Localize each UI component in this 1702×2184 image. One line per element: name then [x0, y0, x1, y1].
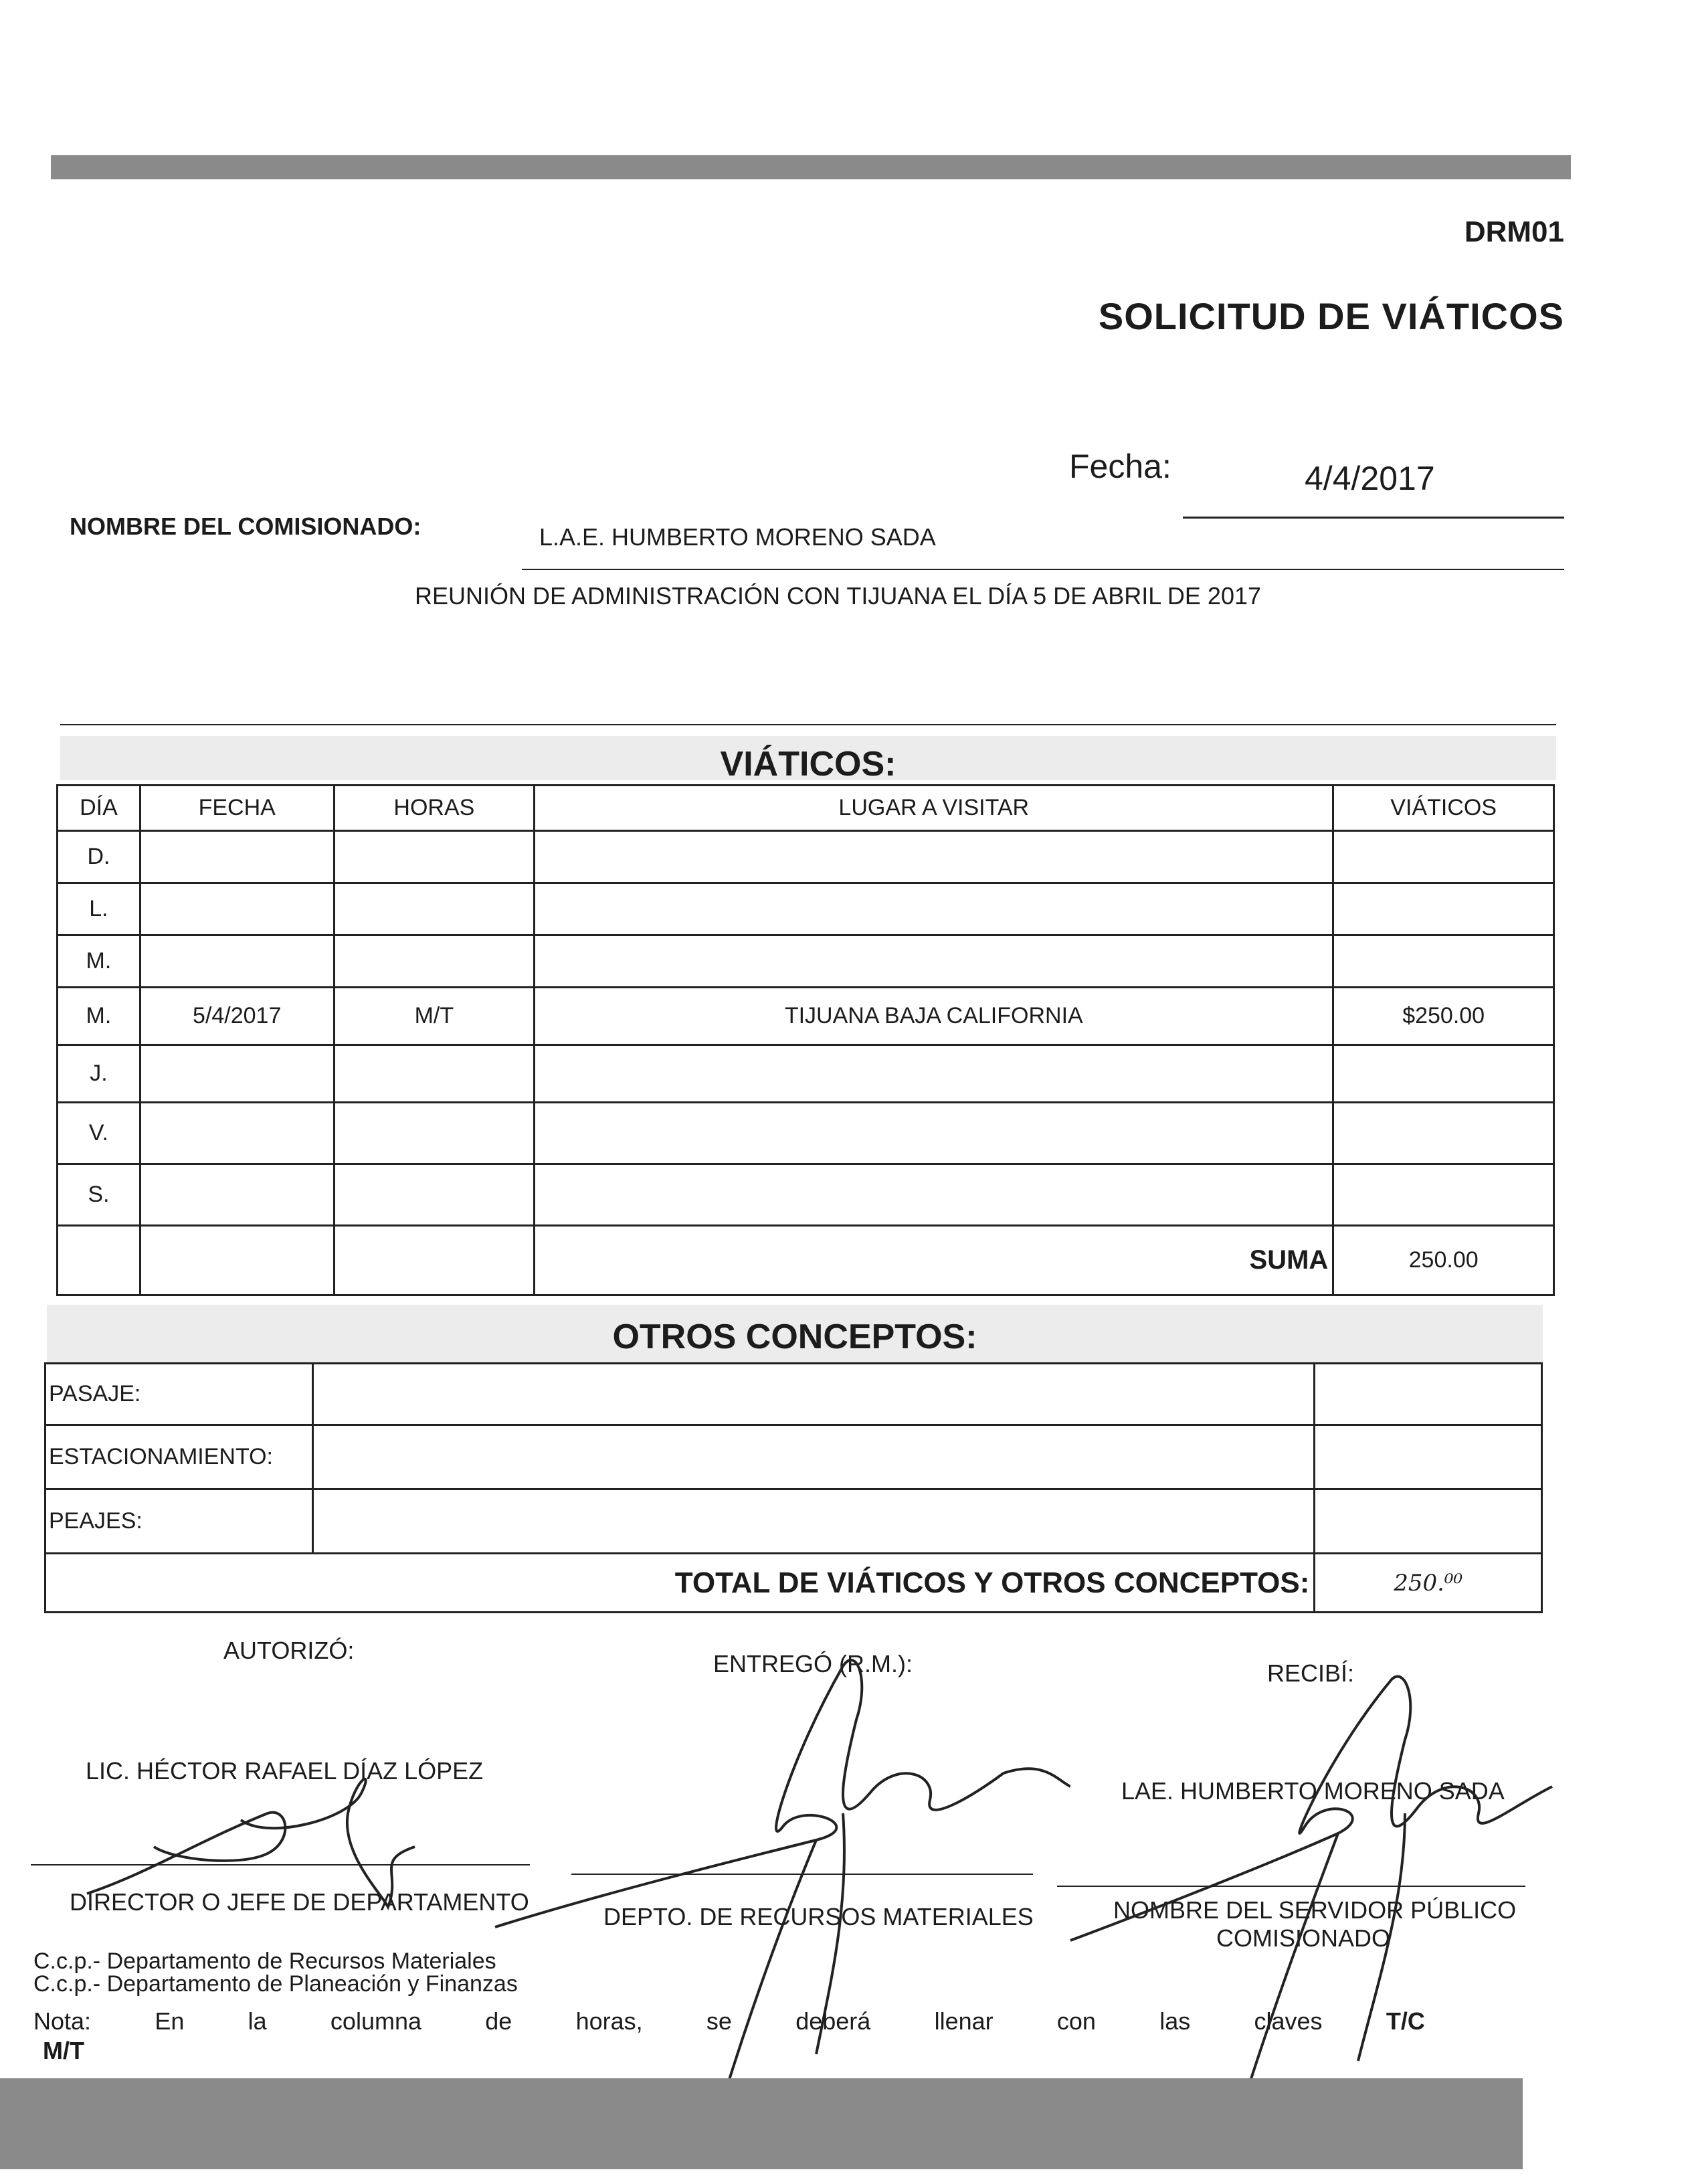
autorizo-label: AUTORIZÓ:: [223, 1637, 355, 1664]
lugar-cell: [535, 1164, 1333, 1226]
recibi-label: RECIBÍ:: [1267, 1659, 1355, 1687]
nota-line: [33, 2007, 1425, 2035]
dia-cell: M.: [58, 935, 140, 988]
nota-word: las: [1159, 2007, 1191, 2035]
suma-value: 250.00: [1333, 1226, 1554, 1295]
nota-word: claves: [1254, 2007, 1323, 2035]
fecha-underline: [1183, 517, 1564, 519]
viaticos-header-row: [58, 786, 1554, 831]
pasaje-value: [1315, 1364, 1542, 1425]
table-row: [45, 1489, 1542, 1554]
nota-word: T/C: [1386, 2007, 1425, 2035]
dia-cell: V.: [58, 1103, 140, 1164]
form-title: SOLICITUD DE VIÁTICOS: [1098, 295, 1564, 337]
entrego-label: ENTREGÓ (R.M.):: [713, 1650, 913, 1677]
fecha-cell: [140, 1045, 334, 1103]
estacionamiento-label: ESTACIONAMIENTO:: [45, 1425, 313, 1489]
recibi-cargo-1: NOMBRE DEL SERVIDOR PÚBLICO: [1113, 1896, 1517, 1924]
lugar-cell: [535, 831, 1333, 883]
pasaje-label: PASAJE:: [45, 1364, 313, 1425]
motivo-text: REUNIÓN DE ADMINISTRACIÓN CON TIJUANA EL DÍA 5 DE ABRIL DE 2017: [415, 582, 1262, 610]
fecha-cell: [140, 935, 334, 988]
top-bar: [51, 155, 1571, 179]
suma-row: [58, 1226, 1554, 1295]
horas-cell: M/T: [334, 988, 535, 1045]
nota-word: con: [1056, 2007, 1096, 2035]
entrego-cargo: DEPTO. DE RECURSOS MATERIALES: [603, 1903, 1034, 1930]
horas-cell: [334, 935, 535, 988]
ccp-line-1: C.c.p.- Departamento de Recursos Materiales: [33, 1948, 496, 1974]
total-label: TOTAL DE VIÁTICOS Y OTROS CONCEPTOS:: [45, 1554, 1315, 1613]
table-row: [58, 883, 1554, 935]
horas-cell: [334, 831, 535, 883]
table-row: [45, 1364, 1542, 1425]
table-row: [45, 1425, 1542, 1489]
nombre-underline: [522, 569, 1564, 570]
nota-word: se: [706, 2007, 732, 2035]
nota-word: de: [485, 2007, 512, 2035]
estacionamiento-desc: [312, 1425, 1314, 1489]
fecha-cell: [140, 1164, 334, 1226]
signature-entrego: [468, 1639, 1070, 2108]
col-horas: HORAS: [334, 786, 535, 831]
col-viaticos: VIÁTICOS: [1333, 786, 1554, 831]
table-row: [58, 831, 1554, 883]
horas-cell: [334, 1045, 535, 1103]
horas-cell: [334, 1103, 535, 1164]
dia-cell: L.: [58, 883, 140, 935]
fecha-cell: 5/4/2017: [140, 988, 334, 1045]
peajes-value: [1315, 1489, 1542, 1554]
total-value: 250.⁰⁰: [1315, 1554, 1542, 1613]
autorizo-cargo: DIRECTOR O JEFE DE DEPARTAMENTO: [70, 1888, 529, 1916]
estacionamiento-value: [1315, 1425, 1542, 1489]
peajes-desc: [312, 1489, 1314, 1554]
fecha-label: Fecha:: [1069, 448, 1171, 485]
suma-label: SUMA: [535, 1226, 1333, 1295]
suma-empty-cell: [140, 1226, 334, 1295]
monto-cell: [1333, 883, 1554, 935]
fecha-cell: [140, 831, 334, 883]
lugar-cell: [535, 1045, 1333, 1103]
fecha-cell: [140, 883, 334, 935]
bottom-bar: [0, 2078, 1523, 2169]
table-row: [58, 1164, 1554, 1226]
nota-second-line: M/T: [43, 2037, 84, 2064]
suma-empty-cell: [334, 1226, 535, 1295]
lugar-cell: [535, 1103, 1333, 1164]
suma-empty-cell: [58, 1226, 140, 1295]
nota-word: la: [248, 2007, 267, 2035]
autorizo-nombre: LIC. HÉCTOR RAFAEL DÍAZ LÓPEZ: [86, 1757, 484, 1785]
dia-cell: S.: [58, 1164, 140, 1226]
viaticos-heading: VIÁTICOS:: [720, 745, 896, 784]
monto-cell: $250.00: [1333, 988, 1554, 1045]
signature-recibi: [1044, 1659, 1579, 2128]
otros-table: [44, 1362, 1543, 1613]
col-lugar: LUGAR A VISITAR: [535, 786, 1333, 831]
nombre-label: NOMBRE DEL COMISIONADO:: [70, 513, 421, 540]
fecha-value: 4/4/2017: [1305, 460, 1435, 497]
dia-cell: J.: [58, 1045, 140, 1103]
table-row: [58, 1045, 1554, 1103]
dia-cell: D.: [58, 831, 140, 883]
recibi-nombre: LAE. HUMBERTO MORENO SADA: [1121, 1777, 1505, 1805]
peajes-label: PEAJES:: [45, 1489, 313, 1554]
col-dia: DÍA: [58, 786, 140, 831]
table-row: [58, 935, 1554, 988]
lugar-cell: [535, 883, 1333, 935]
table-row: [58, 988, 1554, 1045]
monto-cell: [1333, 1045, 1554, 1103]
nota-word: Nota:: [33, 2007, 92, 2035]
otros-heading: OTROS CONCEPTOS:: [612, 1317, 977, 1356]
nota-word: En: [155, 2007, 185, 2035]
horas-cell: [334, 883, 535, 935]
monto-cell: [1333, 1103, 1554, 1164]
monto-cell: [1333, 935, 1554, 988]
table-row: [58, 1103, 1554, 1164]
form-code: DRM01: [1464, 215, 1564, 248]
viaticos-table: [56, 784, 1555, 1296]
total-row: [45, 1554, 1542, 1613]
lugar-cell: [535, 935, 1333, 988]
ccp-line-2: C.c.p.- Departamento de Planeación y Finanzas: [33, 1971, 518, 1997]
col-fecha: FECHA: [140, 786, 334, 831]
nota-word: columna: [330, 2007, 421, 2035]
nota-word: horas,: [575, 2007, 643, 2035]
horas-cell: [334, 1164, 535, 1226]
dia-cell: M.: [58, 988, 140, 1045]
lugar-cell: TIJUANA BAJA CALIFORNIA: [535, 988, 1333, 1045]
signature-autorizo: [67, 1740, 442, 1914]
nombre-value: L.A.E. HUMBERTO MORENO SADA: [539, 523, 936, 551]
motivo-line: [60, 724, 1556, 725]
nota-word: deberá: [795, 2007, 871, 2035]
nota-word: llenar: [934, 2007, 994, 2035]
fecha-cell: [140, 1103, 334, 1164]
pasaje-desc: [312, 1364, 1314, 1425]
recibi-cargo-2: COMISIONADO: [1216, 1924, 1391, 1952]
monto-cell: [1333, 1164, 1554, 1226]
monto-cell: [1333, 831, 1554, 883]
